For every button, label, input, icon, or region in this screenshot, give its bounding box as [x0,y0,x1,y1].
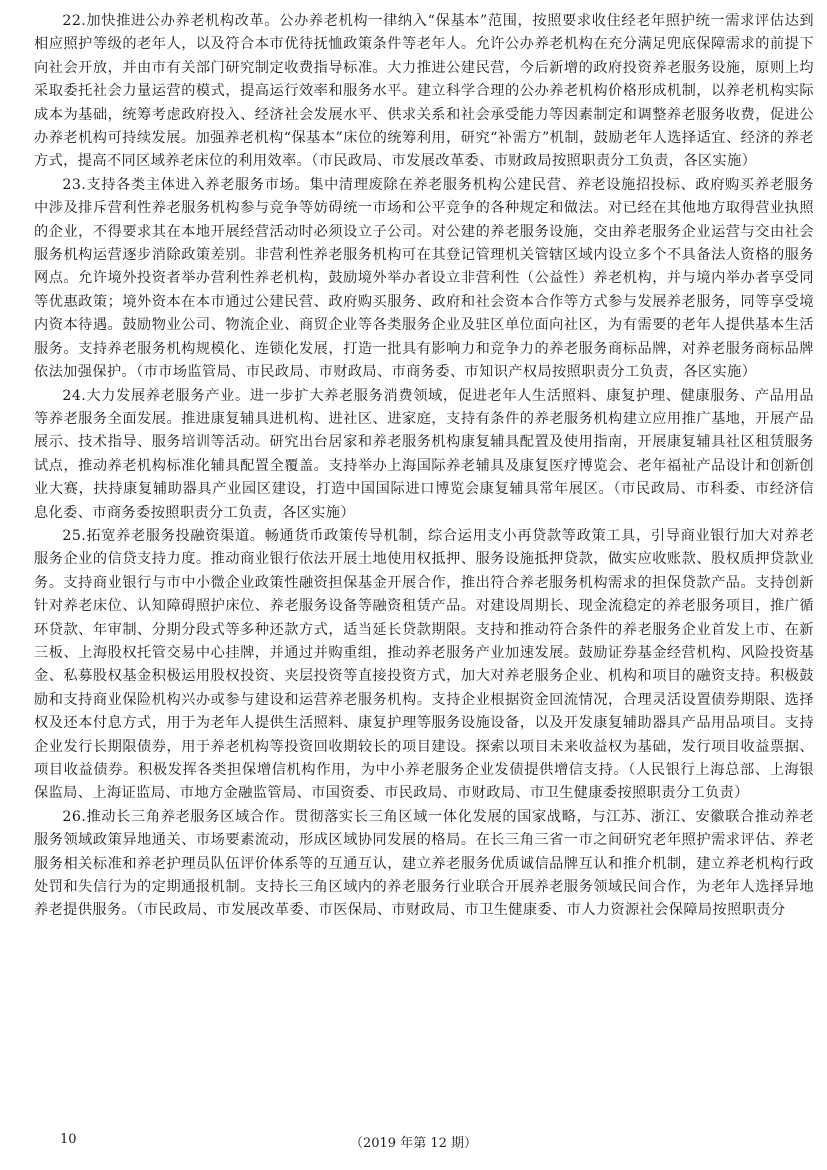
paragraph-25: 25.拓宽养老服务投融资渠道。畅通货币政策传导机制，综合运用支小再贷款等政策工具，引导商业银行加大对养老服务企业的信贷支持力度。推动商业银行依法开展土地使用权抵押、服务设施抵押贷款，做实应收账款、股权质押贷款业务。支持商业银行与市中小微企业政策性融资担保基金开展合作，推出符合养老服务机构需求的担保贷款产品。支持创新针对养老床位、认知障碍照护床位、养老服务设备等融资租赁产品。对建设周期长、现金流稳定的养老服务项目，推广循环贷款、年审制、分期分段式等多种还款方式，适当延长贷款期限。支持和推动符合条件的养老服务企业首发上市、在新三板、上海股权托管交易中心挂牌，并通过并购重组，推动养老服务产业加速发展。鼓励证券基金经营机构、风险投资基金、私募股权基金积极运用股权投资、夹层投资等直接投资方式，加大对养老服务企业、机构和项目的融资支持。积极鼓励和支持商业保险机构兴办或参与建设和运营养老服务机构。支持企业根据资金回流情况，合理灵活设置债券期限、选择权及还本付息方式，用于为老年人提供生活照料、康复护理等服务设施设备，以及开发康复辅助器具产品用品项目。支持企业发行长期限债券，用于养老机构等投资回收期较长的项目建设。探索以项目未来收益权为基础，发行项目收益票据、项目收益债券。积极发挥各类担保增信机构作用，为中小养老服务企业发债提供增信支持。（人民银行上海总部、上海银保监局、上海证监局、市地方金融监管局、市国资委、市民政局、市财政局、市卫生健康委按照职责分工负责） [34,527,814,802]
issue-label: （2019 年第 12 期） [349,1136,478,1151]
paragraph-24: 24.大力发展养老服务产业。进一步扩大养老服务消费领域，促进老年人生活照料、康复护理、健康服务、产品用品等养老服务全面发展。推进康复辅具进机构、进社区、进家庭，支持有条件的养老服务机构建立应用推广基地，开展产品展示、技术指导、服务培训等活动。研究出台居家和养老服务机构康复辅具配置及使用指南，开展康复辅具社区租赁服务试点，推动养老机构标准化辅具配置全覆盖。支持举办上海国际养老辅具及康复医疗博览会、老年福祉产品设计和创新创业大赛，扶持康复辅助器具产业园区建设，打造中国国际进口博览会康复辅具常年展区。（市民政局、市科委、市经济信息化委、市商务委按照职责分工负责，各区实施） [34,387,814,521]
page-number: 10 [60,1132,77,1147]
paragraph-26: 26.推动长三角养老服务区域合作。贯彻落实长三角区域一体化发展的国家战略，与江苏、浙江、安徽联合推动养老服务领域政策异地通关、市场要素流动，形成区域协同发展的格局。在长三角三省一市之间研究老年照护需求评估、养老服务相关标准和养老护理员队伍评价体系等的互通互认，建立养老服务优质诚信品牌互认和推介机制，建立养老机构行政处罚和失信行为的定期通报机制。支持长三角区域内的养老服务行业联合开展养老服务领域民间合作，为老年人选择异地养老提供服务。（市民政局、市发展改革委、市医保局、市财政局、市卫生健康委、市人力资源社会保障局按照职责分 [34,808,814,919]
paragraph-22: 22.加快推进公办养老机构改革。公办养老机构一律纳入“保基本”范围，按照要求收住经老年照护统一需求评估达到相应照护等级的老年人，以及符合本市优待抚恤政策条件等老年人。允许公办养老机构在充分满足兜底保障需求的前提下向社会开放，并由市有关部门研究制定收费指导标准。大力推进公建民营，今后新增的政府投资养老服务设施，原则上均采取委托社会力量运营的模式，提高运行效率和服务水平。建立科学合理的公办养老机构价格形成机制，以养老机构实际成本为基础，统筹考虑政府投入、经济社会发展水平、供求关系和社会承受能力等因素制定和调整养老服务收费，促进公办养老机构可持续发展。加强养老机构“保基本”床位的统筹利用，研究“补需方”机制，鼓励老年人选择适宜、经济的养老方式，提高不同区域养老床位的利用效率。（市民政局、市发展改革委、市财政局按照职责分工负责，各区实施） [34,13,814,170]
paragraph-23: 23.支持各类主体进入养老服务市场。集中清理废除在养老服务机构公建民营、养老设施招投标、政府购买养老服务中涉及排斥营利性养老服务机构参与竞争等妨碍统一市场和公平竞争的各种规定和做法。对已经在其他地方取得营业执照的企业，不得要求其在本地开展经营活动时必须设立子公司。对公建的养老服务设施，交由养老服务企业运营与交由社会服务机构运营逐步消除政策差别。非营利性养老服务机构可在其登记管理机关管辖区域内设立多个不具备法人资格的服务网点。允许境外投资者举办营利性养老机构，鼓励境外举办者设立非营利性（公益性）养老机构，并与境内举办者享受同等优惠政策；境外资本在本市通过公建民营、政府购买服务、政府和社会资本合作等方式参与发展养老服务，同等享受境内资本待遇。鼓励物业公司、物流企业、商贸企业等各类服务企业及驻区单位面向社区，为有需要的老年人提供基本生活服务。支持养老服务机构规模化、连锁化发展，打造一批具有影响力和竞争力的养老服务商标品牌，对养老服务商标品牌依法加强保护。（市市场监管局、市民政局、市财政局、市商务委、市知识产权局按照职责分工负责，各区实施） [34,176,814,381]
document-body [34,10,814,923]
